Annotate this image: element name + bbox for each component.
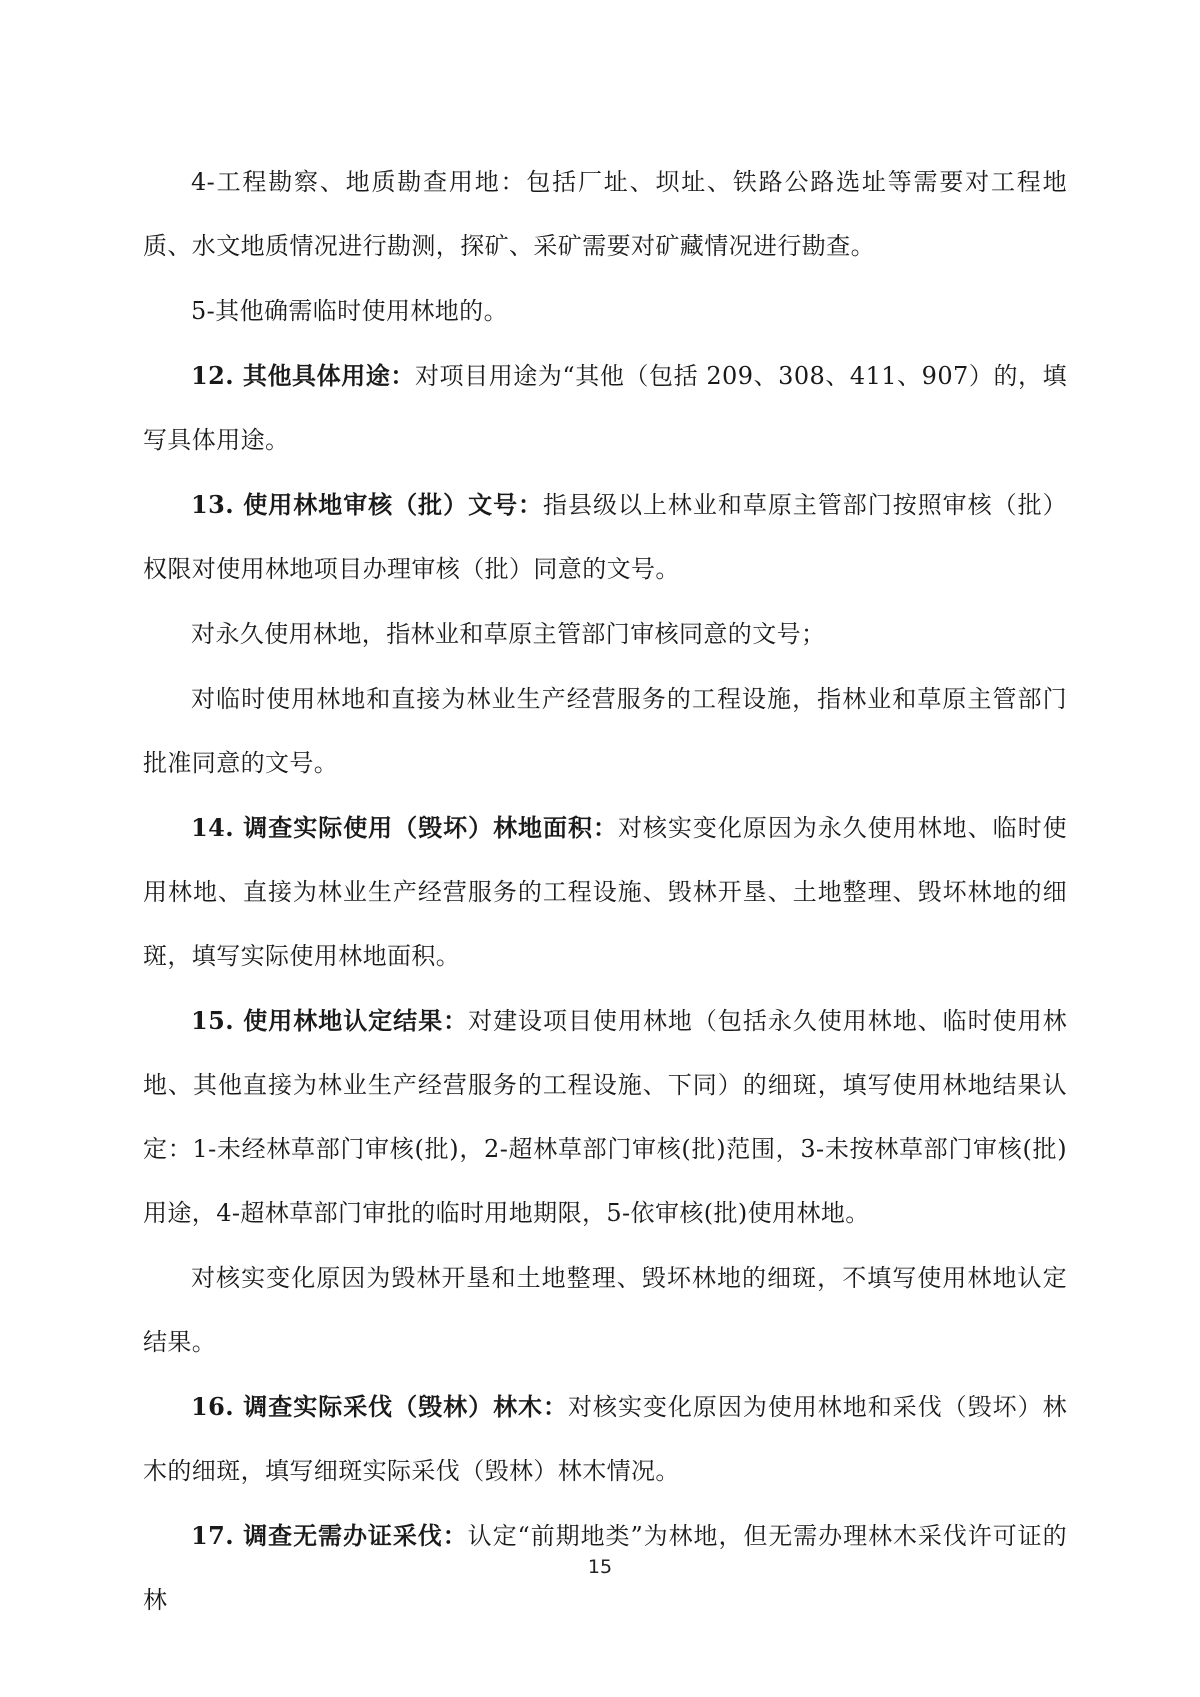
- paragraph-text: 对核实变化原因为永久使用林地、临时使用林地、直接为林业生产经营服务的工程设施、毁林开垦、土地整理、毁坏林地的细斑，填写实际使用林地面积。: [143, 814, 1067, 970]
- paragraph-section-12: [143, 344, 1067, 472]
- paragraph-section-16: [143, 1375, 1067, 1503]
- paragraph-text: 对核实变化原因为使用林地和采伐（毁坏）林木的细斑，填写细斑实际采伐（毁林）林木情况。: [143, 1393, 1067, 1485]
- section-heading-17: 17. 调查无需办证采伐：: [191, 1521, 468, 1550]
- paragraph-section-14: [143, 796, 1067, 988]
- paragraph-text: 对项目用途为“其他（包括 209、308、411、907）的，填写具体用途。: [143, 362, 1067, 454]
- document-body: [143, 150, 1067, 1633]
- section-heading-12: 12. 其他具体用途：: [191, 361, 415, 390]
- section-heading-14: 14. 调查实际使用（毁坏）林地面积：: [191, 813, 618, 842]
- section-heading-13: 13. 使用林地审核（批）文号：: [191, 490, 544, 519]
- paragraph-permanent-use: [143, 602, 1067, 666]
- paragraph-text: 认定“前期地类”为林地，但无需办理林木采伐许可证的林: [143, 1522, 1067, 1614]
- paragraph-section-15: [143, 989, 1067, 1245]
- paragraph-text: 对临时使用林地和直接为林业生产经营服务的工程设施，指林业和草原主管部门批准同意的文号。: [143, 685, 1067, 777]
- paragraph-item-5: [143, 279, 1067, 343]
- paragraph-text: 对永久使用林地，指林业和草原主管部门审核同意的文号；: [191, 620, 826, 648]
- paragraph-text: 4-工程勘察、地质勘查用地：包括厂址、坝址、铁路公路选址等需要对工程地质、水文地质情况进行勘测，探矿、采矿需要对矿藏情况进行勘查。: [143, 168, 1067, 260]
- page-number: 15: [587, 1556, 613, 1578]
- paragraph-temporary-use: [143, 667, 1067, 795]
- paragraph-text: 对建设项目使用林地（包括永久使用林地、临时使用林地、其他直接为林业生产经营服务的工程设施、下同）的细斑，填写使用林地结果认定：1-未经林草部门审核(批)，2-超林草部门审核(批)范围，3-未按林草部门审核(批)用途，4-超林草部门审批的临时用地期限，5-依审核(批)使用林地。: [143, 1007, 1067, 1227]
- paragraph-section-13: [143, 473, 1067, 601]
- section-heading-16: 16. 调查实际采伐（毁林）林木：: [191, 1392, 569, 1421]
- section-heading-15: 15. 使用林地认定结果：: [191, 1006, 469, 1035]
- paragraph-text: 5-其他确需临时使用林地的。: [191, 297, 508, 325]
- paragraph-text: 指县级以上林业和草原主管部门按照审核（批）权限对使用林地项目办理审核（批）同意的文号。: [143, 491, 1067, 583]
- paragraph-no-result: [143, 1246, 1067, 1374]
- paragraph-text: 对核实变化原因为毁林开垦和土地整理、毁坏林地的细斑，不填写使用林地认定结果。: [143, 1264, 1067, 1356]
- paragraph-item-4: [143, 150, 1067, 278]
